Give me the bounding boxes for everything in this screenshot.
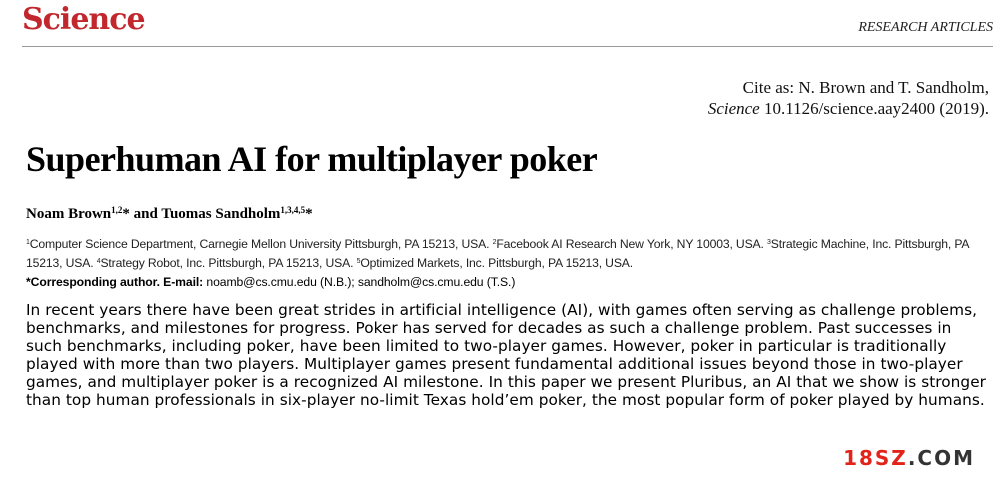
article-title: Superhuman AI for multiplayer poker [26, 139, 598, 179]
citation-line-1: Cite as: N. Brown and T. Sandholm, [742, 78, 989, 97]
citation-doi: 10.1126/science.aay2400 (2019). [759, 99, 989, 118]
author-name: Noam Brown [26, 206, 112, 222]
site-watermark [839, 446, 979, 470]
header-divider [22, 46, 993, 47]
affiliation-text: Strategy Robot, Inc. Pittsburgh, PA 15213, USA. [100, 256, 357, 270]
affiliation-text: Optimized Markets, Inc. Pittsburgh, PA 15213, USA. [360, 256, 634, 270]
affiliation-number: 2 [492, 239, 497, 246]
author-affiliation-marker: 1,2 [111, 205, 123, 215]
section-label: RESEARCH ARTICLES [858, 20, 993, 35]
affiliation-text: Computer Science Department, Carnegie Mellon University Pittsburgh, PA 15213, USA. [29, 237, 493, 251]
author-name: Tuomas Sandholm [161, 206, 281, 222]
journal-logo: Science [22, 2, 145, 37]
affiliation-number: 4 [96, 258, 101, 265]
author-list [26, 205, 313, 223]
watermark-part-1: 18SZ [843, 446, 908, 470]
affiliation-text: Facebook AI Research New York, NY 10003, USA. [496, 237, 768, 251]
citation-line-2 [708, 98, 989, 119]
corresponding-emails: noamb@cs.cmu.edu (N.B.); sandholm@cs.cmu.edu (T.S.) [203, 275, 516, 289]
corresponding-author-line [26, 275, 515, 289]
corresponding-marker: * [305, 206, 313, 222]
affiliation-number: 3 [767, 239, 771, 246]
citation-journal: Science [707, 99, 760, 118]
affiliations [26, 234, 986, 272]
affiliation-number: 1 [26, 239, 30, 246]
affiliation-text: Strategic Machine, Inc. Pittsburgh, PA 15213, USA. [26, 237, 969, 270]
affiliation-number: 5 [356, 258, 361, 265]
author-conjunction: and [129, 206, 162, 222]
abstract-text: In recent years there have been great strides in artificial intelligence (AI), with games often serving as challenge problems, benchmarks, and milestones for progress. Poker has served for decades as such a challenge problem. Past successes in such benchmarks, including poker, have been limited to two-player games. However, poker in particular is traditionally played with more than two players. Multiplayer games present fundamental additional issues beyond those in two-player games, and multiplayer poker is a recognized AI milestone. In this paper we present Pluribus, an AI that we show is stronger than top human professionals in six-player no-limit Texas hold’em poker, the most popular form of poker played by humans. [26, 301, 986, 409]
author-affiliation-marker: 1,3,4,5 [280, 205, 306, 215]
corresponding-marker: * [122, 206, 130, 222]
watermark-part-2: .COM [907, 446, 975, 470]
citation-block [708, 77, 989, 119]
corresponding-label: *Corresponding author. E-mail: [26, 275, 204, 289]
